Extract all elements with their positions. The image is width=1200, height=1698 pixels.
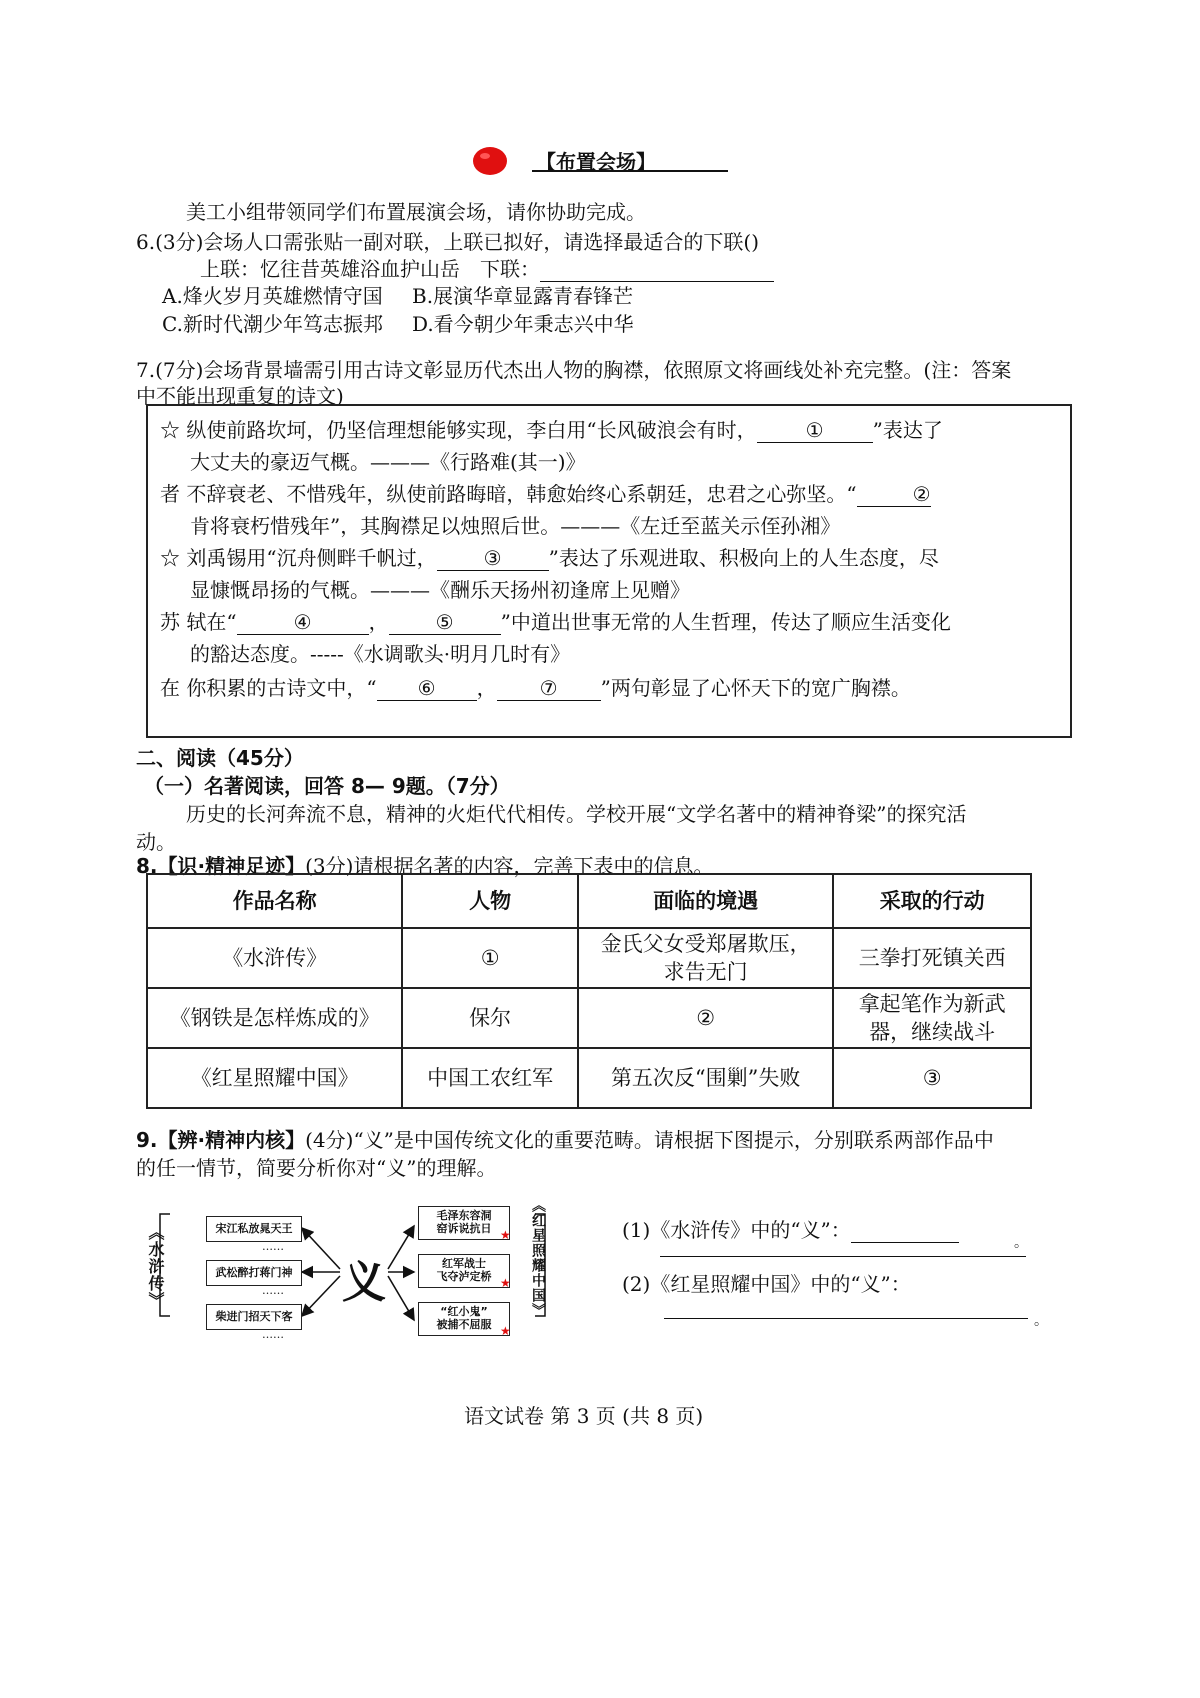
q7-line9 [160, 672, 911, 701]
q7-line5 [160, 542, 939, 571]
q7-line9-comma: ， [476, 676, 497, 700]
table-header-row [147, 874, 1031, 928]
blank-marker-6: ⑥ [417, 676, 436, 700]
table-cell-blank[interactable]: ② [578, 988, 833, 1048]
section-title: 【布置会场】 [536, 150, 656, 174]
q7-blank-5[interactable] [389, 610, 501, 635]
q6-option-c: C.新时代潮少年笃志振邦 [162, 312, 383, 336]
table-cell: 金氏父女受郑屠欺压， 求告无门 [578, 928, 833, 988]
diagram-dots: …… [262, 1240, 284, 1253]
table-row [147, 1048, 1031, 1108]
q9-label: 9.【辨·精神内核】 [136, 1128, 306, 1152]
q7-line5-text: ☆ 刘禹锡用“沉舟侧畔千帆过， [160, 546, 437, 570]
reading-intro-line2: 动。 [136, 830, 176, 854]
diagram-right-item-2: 红军战士 飞夺泸定桥 [418, 1254, 510, 1288]
table-header: 人物 [402, 874, 578, 928]
table-cell: 三拳打死镇关西 [833, 928, 1031, 988]
table-cell: 《水浒传》 [147, 928, 402, 988]
q9-answer-2: (2)《红星照耀中国》中的“义”： [622, 1272, 911, 1296]
q9-answer-2-line[interactable] [664, 1298, 1028, 1319]
q7-line7 [160, 606, 951, 635]
q7-line1 [160, 414, 943, 443]
q7-blank-7[interactable] [497, 676, 601, 701]
table-row [147, 928, 1031, 988]
reading-subheading: （一）名著阅读，回答 8— 9题。（7分） [144, 774, 510, 798]
table-header: 采取的行动 [833, 874, 1031, 928]
q7-blank-1[interactable] [757, 418, 873, 443]
q9-answer-1-label: (1)《水浒传》中的“义”： [622, 1218, 851, 1242]
q7-line9-text: 在 你积累的古诗文中，“ [160, 676, 377, 700]
diagram-center-yi: 义 [342, 1257, 386, 1308]
q6-option-d: D.看今朝少年秉志兴中华 [412, 312, 634, 336]
q7-blank-6[interactable] [377, 676, 477, 701]
diagram-left-item-3: 柴进门招天下客 [206, 1304, 302, 1330]
q8-stem-text: (3分)请根据名著的内容，完善下表中的信息。 [305, 854, 714, 878]
q7-line7-tail: ”中道出世事无常的人生哲理，传达了顺应生活变化 [500, 610, 951, 634]
q7-line4: 肯将衰朽惜残年”，其胸襟足以烛照后世。———《左迁至蓝关示侄孙湘》 [190, 514, 841, 538]
q9-answer-1-line2[interactable] [660, 1236, 1026, 1257]
q8-table [146, 873, 1032, 1109]
q6-upper-couplet [200, 253, 774, 282]
q8-label: 8.【识·精神足迹】 [136, 854, 306, 878]
table-header: 面临的境遇 [578, 874, 833, 928]
intro-text: 美工小组带领同学们布置展演会场，请你协助完成。 [186, 200, 646, 224]
q6-answer-blank[interactable] [540, 259, 774, 282]
q7-stem-line2: 中不能出现重复的诗文) [136, 384, 344, 408]
q7-line1-text: ☆ 纵使前路坎坷，仍坚信理想能够实现，李白用“长风破浪会有时， [160, 418, 757, 442]
star-icon: ★ [500, 1228, 511, 1242]
table-cell: 《红星照耀中国》 [147, 1048, 402, 1108]
q9-stem-text: (4分)“义”是中国传统文化的重要范畴。请根据下图提示，分别联系两部作品中 [305, 1128, 994, 1152]
table-header: 作品名称 [147, 874, 402, 928]
diagram-left-item-2: 武松醉打蒋门神 [206, 1260, 302, 1286]
blank-marker-2: ② [912, 482, 931, 506]
star-icon: ★ [500, 1324, 511, 1338]
q7-line3-text: 者 不辞衰老、不惜残年，纵使前路晦暗，韩愈始终心系朝廷，忠君之心弥坚。“ [160, 482, 857, 506]
diagram-right-title: 《红星照耀中国》 [530, 1198, 546, 1318]
q7-line3 [160, 478, 931, 507]
q6-option-b: B.展演华章显露青春锋芒 [412, 284, 634, 308]
q7-blank-3[interactable] [437, 546, 549, 571]
table-cell-blank[interactable]: ① [402, 928, 578, 988]
diagram-dots: …… [262, 1284, 284, 1297]
q9-stem-line2: 的任一情节，简要分析你对“义”的理解。 [136, 1156, 497, 1180]
q6-option-a: A.烽火岁月英雄燃情守国 [162, 284, 383, 308]
q7-line5-tail: ”表达了乐观进取、积极向上的人生态度，尽 [548, 546, 939, 570]
q7-stem-line1: 7.(7分)会场背景墙需引用古诗文彰显历代杰出人物的胸襟，依照原文将画线处补充完整。(注：答案 [136, 358, 1012, 382]
q7-blank-2[interactable] [857, 482, 931, 507]
table-cell: 第五次反“围剿”失败 [578, 1048, 833, 1108]
diagram-left-item-1: 宋江私放晁天王 [206, 1216, 302, 1242]
q7-line1-tail: ”表达了 [872, 418, 943, 442]
q9-period-1: 。 [1014, 1235, 1028, 1251]
yi-diagram [146, 1196, 550, 1346]
table-row [147, 988, 1031, 1048]
q7-line6: 显慷慨昂扬的气概。———《酬乐天扬州初逢席上见赠》 [190, 578, 690, 602]
reading-heading: 二、阅读（45分） [136, 746, 304, 770]
page-footer: 语文试卷 第 3 页 (共 8 页) [464, 1404, 704, 1428]
q7-line7-text: 苏 轼在“ [160, 610, 237, 634]
q7-blank-4[interactable] [237, 610, 369, 635]
title-underline [532, 170, 728, 172]
table-cell-blank[interactable]: ③ [833, 1048, 1031, 1108]
q9-period-2: 。 [1034, 1313, 1048, 1329]
q6-stem: 6.(3分)会场人口需张贴一副对联，上联已拟好，请选择最适合的下联() [136, 230, 760, 254]
q7-line9-tail: ”两句彰显了心怀天下的宽广胸襟。 [600, 676, 911, 700]
table-cell: 中国工农红军 [402, 1048, 578, 1108]
red-seal-icon [472, 146, 508, 176]
blank-marker-5: ⑤ [435, 610, 454, 634]
diagram-right-item-1: 毛泽东容洞 窑诉说抗日 [418, 1206, 510, 1240]
star-icon: ★ [500, 1276, 511, 1290]
blank-marker-1: ① [805, 418, 824, 442]
q7-line2: 大丈夫的豪迈气概。———《行路难(其一)》 [190, 450, 586, 474]
table-cell: 《钢铁是怎样炼成的》 [147, 988, 402, 1048]
diagram-left-title: 《水浒传》 [146, 1224, 165, 1309]
blank-marker-3: ③ [483, 546, 502, 570]
table-cell: 保尔 [402, 988, 578, 1048]
q6-upper-text: 上联：忆往昔英雄浴血护山岳 下联： [200, 257, 540, 281]
table-cell: 拿起笔作为新武 器，继续战斗 [833, 988, 1031, 1048]
diagram-dots: …… [262, 1328, 284, 1341]
q9-stem-line1 [136, 1124, 994, 1153]
diagram-right-item-3: “红小鬼” 被捕不屈服 [418, 1302, 510, 1336]
q7-line8: 的豁达态度。-----《水调歌头·明月几时有》 [190, 642, 571, 666]
q7-line7-comma: ， [368, 610, 389, 634]
blank-marker-4: ④ [293, 610, 312, 634]
reading-intro-line1: 历史的长河奔流不息，精神的火炬代代相传。学校开展“文学名著中的精神脊梁”的探究活 [186, 802, 967, 826]
blank-marker-7: ⑦ [539, 676, 558, 700]
